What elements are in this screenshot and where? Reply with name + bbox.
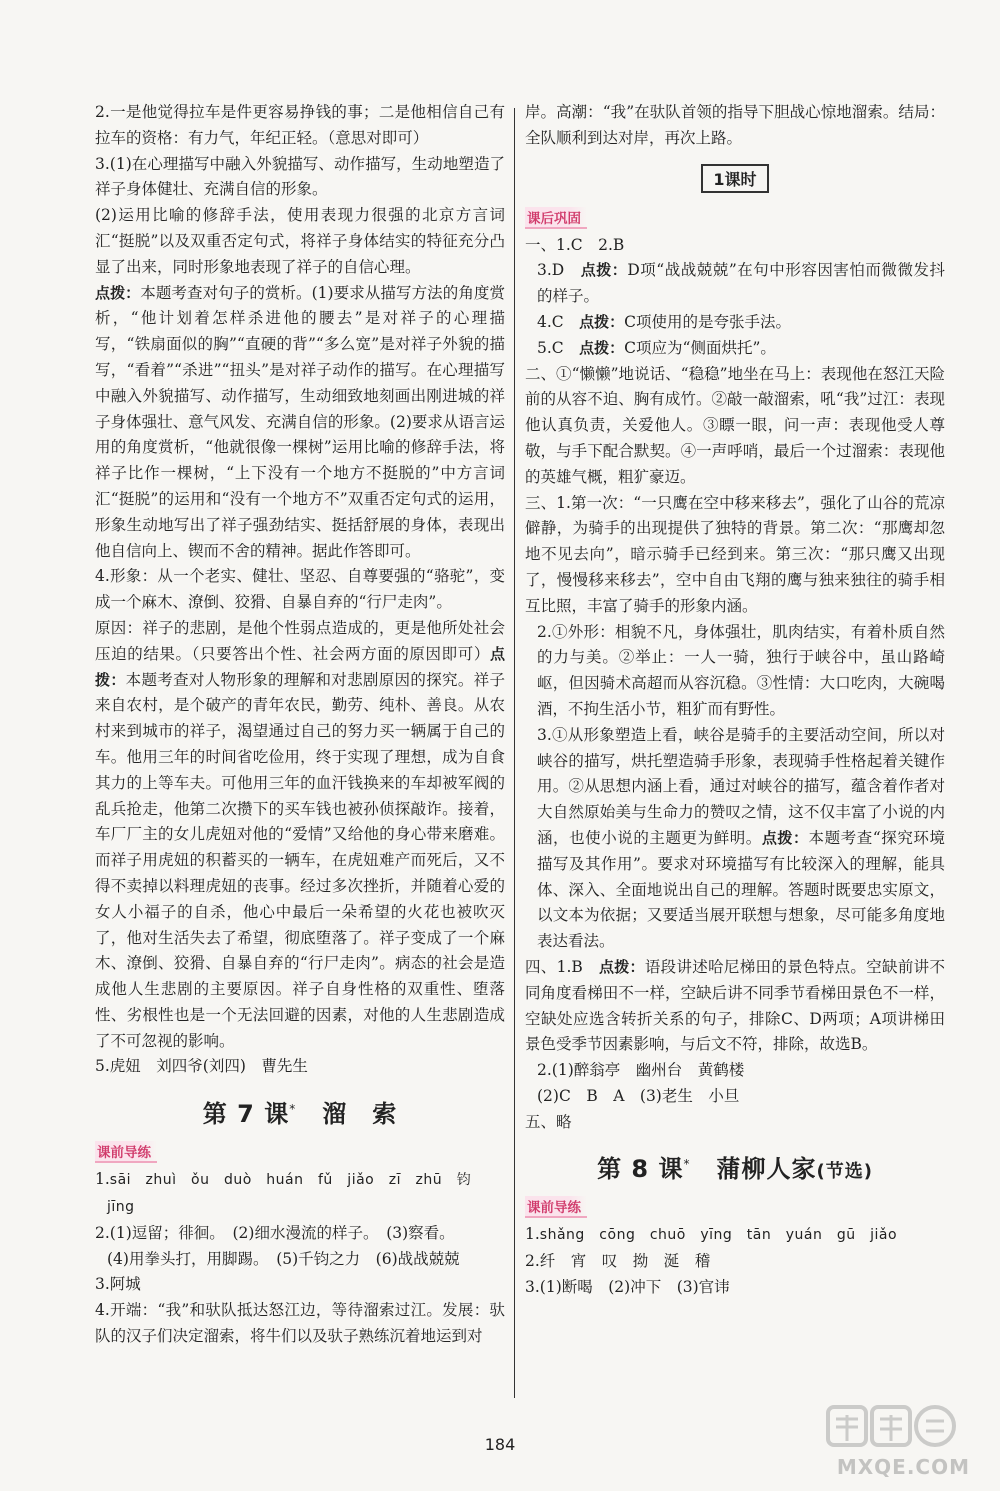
reason-text: 原因：祥子的悲剧，是他个性弱点造成的，更是他所处社会压迫的结果。（只要答出个性、社会两方面的原因即可） xyxy=(95,618,505,663)
lesson-8-name: 蒲柳人家 xyxy=(716,1155,817,1184)
l7-answer-3: 3.阿城 xyxy=(95,1275,141,1294)
class-time-box xyxy=(525,164,945,193)
section-pre-class-8: 课前导练 xyxy=(525,1196,587,1218)
l7-answer-2b: (4)用拳头打，用脚踢。 (5)千钧之力 (6)战战兢兢 xyxy=(107,1249,460,1268)
tip-label: 点拨： xyxy=(95,644,505,689)
r-answer-four-3: (2)C B A (3)老生 小旦 xyxy=(537,1086,740,1105)
pinyin-line: shǎng cōng chuō yīng tān yuán gū jiǎo xyxy=(539,1227,898,1244)
tip-text: 本题考查对句子的赏析。(1)要求从描写方法的角度赏析，“他计划着怎样杀进他的腰去”是对祥子的心理描写，“铁扇面似的胸”“直硬的背”“多么宽”是对祥子外貌的描写，“看着”“杀进”“扭头”是对祥子动作的描写。在心理描写中融入外貌描写、动作描写，生动细致地刻画出刚进城的祥子身体强壮、意气风发、充满自信的形象。(2)要求从语言运用的角度赏析，“他就很像一棵树”运用比喻的修辞手法，将祥子比作一棵树，“上下没有一个地方不挺脱的”中方言词汇“挺脱”的运用和“没有一个地方不”双重否定句式的运用，形象生动地写出了祥子强劲结实、挺括舒展的身体，表现出他自信向上、锲而不舍的精神。据此作答即可。 xyxy=(95,283,505,560)
r-answer-1: 一、1.C 2.B xyxy=(525,235,625,254)
item-number: 1. xyxy=(525,1225,540,1244)
l7-answer-4: 4.开端：“我”和驮队抵达怒江边，等待溜索过江。发展：驮队的汉子们决定溜索，将牛们以及驮子熟练沉着地运到对 xyxy=(95,1301,505,1346)
right-column xyxy=(525,100,945,1301)
lesson-8-number: 第 8 课 xyxy=(597,1155,684,1184)
tip-label: 点拨： xyxy=(95,283,141,302)
l7-answer-2a: 2.(1)逗留；徘徊。 (2)细水漫流的样子。 (3)察看。 xyxy=(95,1223,455,1242)
answer-3-1: 3.(1)在心理描写中融入外貌描写、动作描写，生动地塑造了祥子身体健壮、充满自信的形象。 xyxy=(95,154,505,199)
watermark-logo xyxy=(808,1401,976,1483)
l8-answer-3: 3.(1)断喝 (2)冲下 (3)官讳 xyxy=(525,1278,730,1297)
tip-text: 语段讲述哈尼梯田的景色特点。空缺前讲不同角度看梯田不一样，空缺后讲不同季节看梯田景色不一样，空缺处应选含转折关系的句子，排除C、D两项；A项讲梯田景色受季节因素影响，与后文不符，排除，故选B。 xyxy=(525,957,945,1054)
section-after-class: 课后巩固 xyxy=(525,207,587,229)
answer-4-reason xyxy=(95,616,505,1055)
r-answer-five: 五、略 xyxy=(525,1112,572,1131)
lesson-7-number: 第 7 课 xyxy=(202,1100,290,1129)
tip-label: 点拨： xyxy=(579,312,625,331)
class-time-label: 1课时 xyxy=(701,164,768,193)
answer-3-2: (2)运用比喻的修辞手法，使用表现力很强的北京方言词汇“挺脱”以及双重否定句式，将祥子身体结实的特征充分凸显了出来，同时形象地表现了祥子的自信心理。 xyxy=(95,206,505,276)
item-number: 1. xyxy=(95,1170,110,1189)
answer-2: 2.一是他觉得拉车是件更容易挣钱的事；二是他相信自己有拉车的资格：有力气，年纪正轻。（意思对即可） xyxy=(95,103,505,147)
lesson-7-mark: * xyxy=(289,1102,297,1117)
r-answer-three-3 xyxy=(525,723,945,955)
r-answer-two: 二、①“懒懒”地说话、“稳稳”地坐在马上：表现他在怒江天险前的从容不迫、胸有成竹。②敲一敲溜索，吼“我”过江：表现他认真负责，关爱他人。③瞟一眼，问一声：表现他受人尊敬，与手下配合默契。④一声呼哨，最后一个过溜索：表现他的英雄气概，粗犷豪迈。 xyxy=(525,364,945,486)
l7-answer-1-cont xyxy=(95,1194,505,1221)
tip-label: 点拨： xyxy=(761,828,809,847)
answer-5: 5.虎妞 刘四爷(刘四) 曹先生 xyxy=(95,1057,308,1076)
r-answer-three-1: 三、1.第一次：“一只鹰在空中移来移去”，强化了山谷的荒凉僻静，为骑手的出现提供了独特的背景。第二次：“那鹰却忽地不见去向”，暗示骑手已经到来。第三次：“那只鹰又出现了，慢慢移来移去”，空中自由飞翔的鹰与独来独往的骑手相互比照，丰富了骑手的形象内涵。 xyxy=(525,493,945,615)
tip-text: C项使用的是夸张手法。 xyxy=(624,312,792,331)
r-answer-four-2: 2.(1)醉翁亭 幽州台 黄鹤楼 xyxy=(537,1061,745,1080)
watermark-text: MXQE.COM xyxy=(836,1455,970,1479)
lesson-8-subtitle: (节选) xyxy=(816,1161,873,1183)
pinyin-line: jīng xyxy=(107,1199,135,1216)
column-divider xyxy=(514,108,515,1398)
page-number: 184 xyxy=(484,1435,516,1454)
lesson-8-title xyxy=(525,1149,945,1184)
tip-text: 本题考查对人物形象的理解和对悲剧原因的探究。祥子来自农村，是个破产的青年农民，勤劳、纯朴、善良。从农村来到城市的祥子，渴望通过自己的努力买一辆属于自己的车。他用三年的时间省吃俭用，终于实现了理想，成为自食其力的上等车夫。可他用三年的血汗钱换来的车却被军阀的乱兵抢走，他第二次攒下的买车钱也被孙侦探敲诈。接着，车厂厂主的女儿虎妞对他的“爱情”又给他的身心带来磨难。而祥子用虎妞的积蓄买的一辆车，在虎妞难产而死后，又不得不卖掉以料理虎妞的丧事。经过多次挫折，并随着心爱的女人小福子的自杀，他心中最后一朵希望的火花也被吹灭了，他对生活失去了希望，彻底堕落了。祥子变成了一个麻木、潦倒、狡猾、自暴自弃的“行尸走肉”。病态的社会是造成他人生悲剧的主要原因。祥子自身性格的双重性、堕落性、劣根性也是一个无法回避的因素，对他的人生悲剧造成了不可忽视的影响。 xyxy=(95,670,505,1050)
l8-answer-2: 2.纤 宵 叹 拗 涎 稽 xyxy=(525,1252,711,1271)
lesson-7-title xyxy=(95,1094,505,1129)
r-answer-5 xyxy=(525,336,945,362)
tip-3 xyxy=(95,281,505,565)
l7-answer-1 xyxy=(95,1167,505,1194)
r-answer-four-1 xyxy=(525,955,945,1058)
tip-text: C项应为“侧面烘托”。 xyxy=(624,338,776,357)
r-answer-3 xyxy=(525,258,945,310)
l7-answer-4-cont: 岸。高潮：“我”在驮队首领的指导下胆战心惊地溜索。结局：全队顺利到达对岸，再次上路。 xyxy=(525,103,945,147)
tip-text: 本题考查“探究环境描写及其作用”。要求对环境描写有比较深入的理解，能具体、深入、全面地说出自己的理解。答题时既要忠实原文，以文本为依据；又要适当展开联想与想象，尽可能多角度地表达看法。 xyxy=(537,828,945,951)
l8-answer-1 xyxy=(525,1222,945,1249)
answer-letter: 四、1.B xyxy=(525,957,599,976)
pinyin-line: sāi zhuì ǒu duò huán fǔ jiǎo zī zhū 钧 xyxy=(109,1172,472,1189)
answer-letter: 4.C xyxy=(537,312,580,331)
left-column xyxy=(95,100,505,1350)
tip-label: 点拨： xyxy=(580,261,628,280)
tip-label: 点拨： xyxy=(579,338,625,357)
answer-text: 3.①从形象塑造上看，峡谷是骑手的主要活动空间，所以对峡谷的描写，烘托塑造骑手形象，表现骑手性格起着关键作用。②从思想内涵上看，通过对峡谷的描写，蕴含着作者对大自然原始美与生命力的赞叹之情，这不仅丰富了小说的内涵，也使小说的主题更为鲜明。 xyxy=(537,725,945,847)
r-answer-three-2: 2.①外形：相貌不凡，身体强壮，肌肉结实，有着朴质自然的力与美。②举止：一人一骑，独行于峡谷中，虽山路崎岖，但因骑术高超而从容沉稳。③性情：大口吃肉，大碗喝酒，不拘生活小节，粗犷而有野性。 xyxy=(537,622,945,718)
lesson-8-mark: * xyxy=(683,1157,691,1172)
section-pre-class: 课前导练 xyxy=(95,1141,157,1163)
lesson-7-name: 溜 索 xyxy=(322,1100,398,1129)
tip-label: 点拨： xyxy=(598,957,645,976)
tip-text: D项“战战兢兢”在句中形容因害怕而微微发抖的样子。 xyxy=(537,261,945,306)
answer-letter: 5.C xyxy=(537,338,580,357)
answer-letter: 3.D xyxy=(537,261,581,280)
answer-4-image: 4.形象：从一个老实、健壮、坚忍、自尊要强的“骆驼”，变成一个麻木、潦倒、狡猾、自暴自弃的“行尸走肉”。 xyxy=(95,567,505,612)
r-answer-4 xyxy=(525,310,945,336)
